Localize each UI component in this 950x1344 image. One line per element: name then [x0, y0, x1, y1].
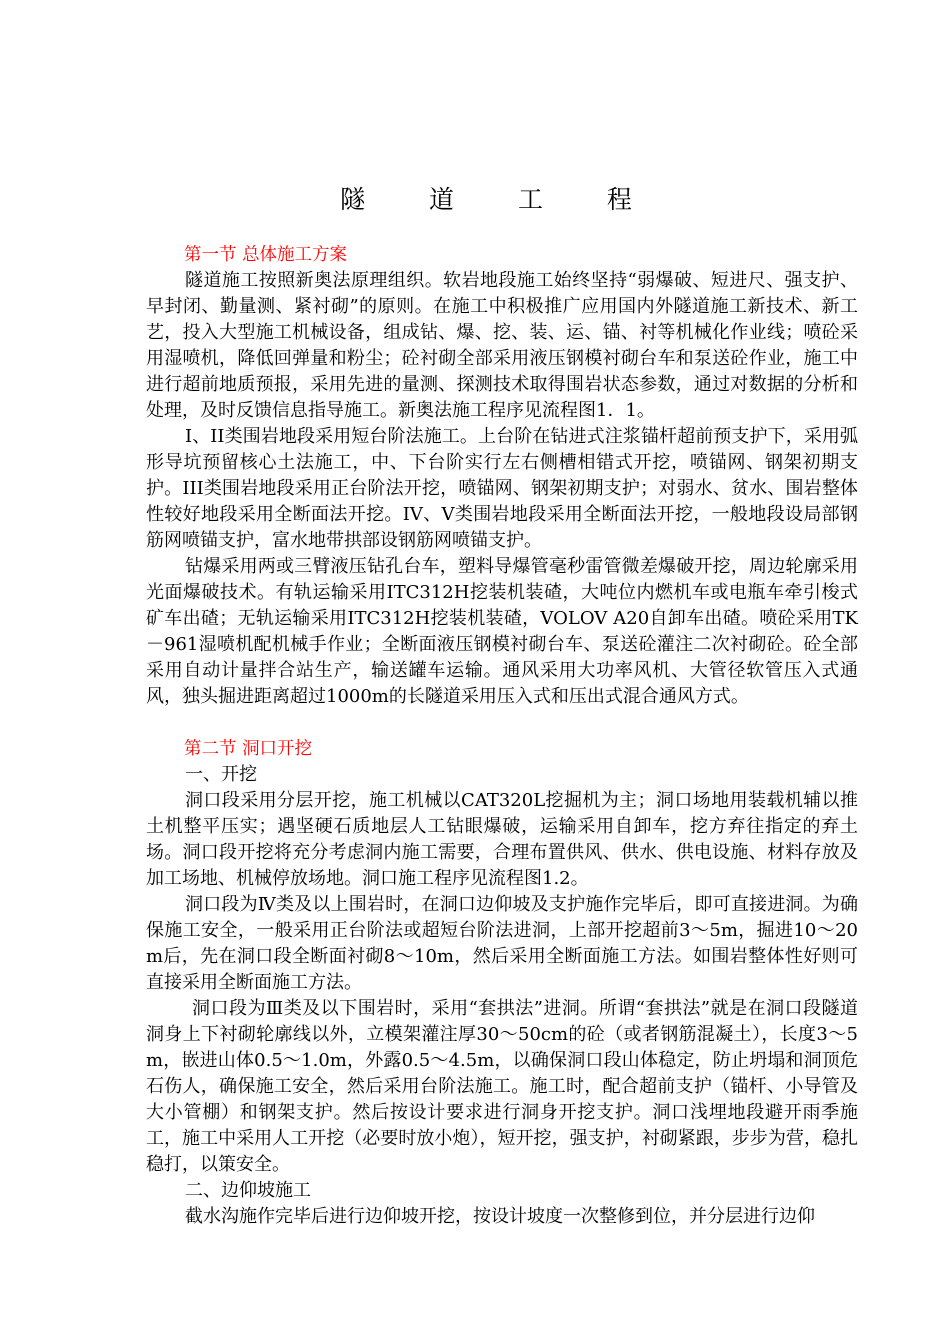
section-2-paragraph-2: 洞口段为Ⅳ类及以上围岩时，在洞口边仰坡及支护施作完毕后，即可直接进洞。为确保施工安全，一般采用正台阶法或超短台阶法进洞，上部开挖超前3～5m，掘进10～20m后，先在洞口段全断面衬砌8～10m，然后采用全断面施工方法。如围岩整体性好则可直接采用全断面施工方法。 — [146, 894, 858, 993]
section-2-subheading-2: 二、边仰坡施工 — [185, 1180, 311, 1201]
section-2-heading: 第二节 洞口开挖 — [184, 739, 313, 759]
section-2-paragraph-1: 洞口段采用分层开挖，施工机械以CAT320L挖掘机为主；洞口场地用装载机辅以推土机整平压实；遇坚硬石质地层人工钻眼爆破，运输采用自卸车，挖方弃往指定的弃土场。洞口段开挖将充分考虑洞内施工需要，合理布置供风、供水、供电设施、材料存放及加工场地、机械停放场地。洞口施工程序见流程图1.2。 — [146, 790, 858, 889]
document-title: 隧 道 工 程 — [340, 185, 660, 214]
section-2-subheading-1: 一、开挖 — [185, 764, 257, 785]
section-1-paragraph-2: I、II类围岩地段采用短台阶法施工。上台阶在钻进式注浆锚杆超前预支护下，采用弧形导坑预留核心土法施工，中、下台阶实行左右侧槽相错式开挖，喷锚网、钢架初期支护。III类围岩地段采用正台阶法开挖，喷锚网、钢架初期支护；对弱水、贫水、围岩整体性较好地段采用全断面法开挖。IV、V类围岩地段采用全断面法开挖，一般地段设局部钢筋网喷锚支护，富水地带拱部设钢筋网喷锚支护。 — [146, 426, 858, 551]
document-body — [146, 242, 858, 1230]
section-2-paragraph-4: 截水沟施作完毕后进行边仰坡开挖，按设计坡度一次整修到位，并分层进行边仰 — [185, 1206, 815, 1227]
section-1-paragraph-3: 钻爆采用两或三臂液压钻孔台车，塑料导爆管毫秒雷管微差爆破开挖，周边轮廓采用光面爆破技术。有轨运输采用ITC312H挖装机装碴，大吨位内燃机车或电瓶车牵引梭式矿车出碴；无轨运输采用ITC312H挖装机装碴，VOLOV A20自卸车出碴。喷砼采用TK－961湿喷机配机械手作业；全断面液压钢模衬砌台车、泵送砼灌注二次衬砌砼。砼全部采用自动计量拌合站生产，输送罐车运输。通风采用大功率风机、大管径软管压入式通风，独头掘进距离超过1000m的长隧道采用压入式和压出式混合通风方式。 — [146, 556, 858, 707]
section-1-heading: 第一节 总体施工方案 — [184, 245, 348, 265]
section-2-paragraph-3: 洞口段为Ⅲ类及以下围岩时，采用“套拱法”进洞。所谓“套拱法”就是在洞口段隧道洞身上下衬砌轮廓线以外，立模架灌注厚30～50cm的砼（或者钢筋混凝土），长度3～5m，嵌进山体0.5～1.0m，外露0.5～4.5m，以确保洞口段山体稳定，防止坍塌和洞顶危石伤人，确保施工安全，然后采用台阶法施工。施工时，配合超前支护（锚杆、小导管及大小管棚）和钢架支护。然后按设计要求进行洞身开挖支护。洞口浅埋地段避开雨季施工，施工中采用人工开挖（必要时放小炮），短开挖，强支护，衬砌紧跟，步步为营，稳扎稳打，以策安全。 — [146, 998, 858, 1175]
section-1-paragraph-1: 隧道施工按照新奥法原理组织。软岩地段施工始终坚持“弱爆破、短进尺、强支护、早封闭、勤量测、紧衬砌”的原则。在施工中积极推广应用国内外隧道施工新技术、新工艺，投入大型施工机械设备，组成钻、爆、挖、装、运、锚、衬等机械化作业线；喷砼采用湿喷机，降低回弹量和粉尘；砼衬砌全部采用液压钢模衬砌台车和泵送砼作业，施工中进行超前地质预报，采用先进的量测、探测技术取得围岩状态参数，通过对数据的分析和处理，及时反馈信息指导施工。新奥法施工程序见流程图1．1。 — [146, 270, 858, 421]
